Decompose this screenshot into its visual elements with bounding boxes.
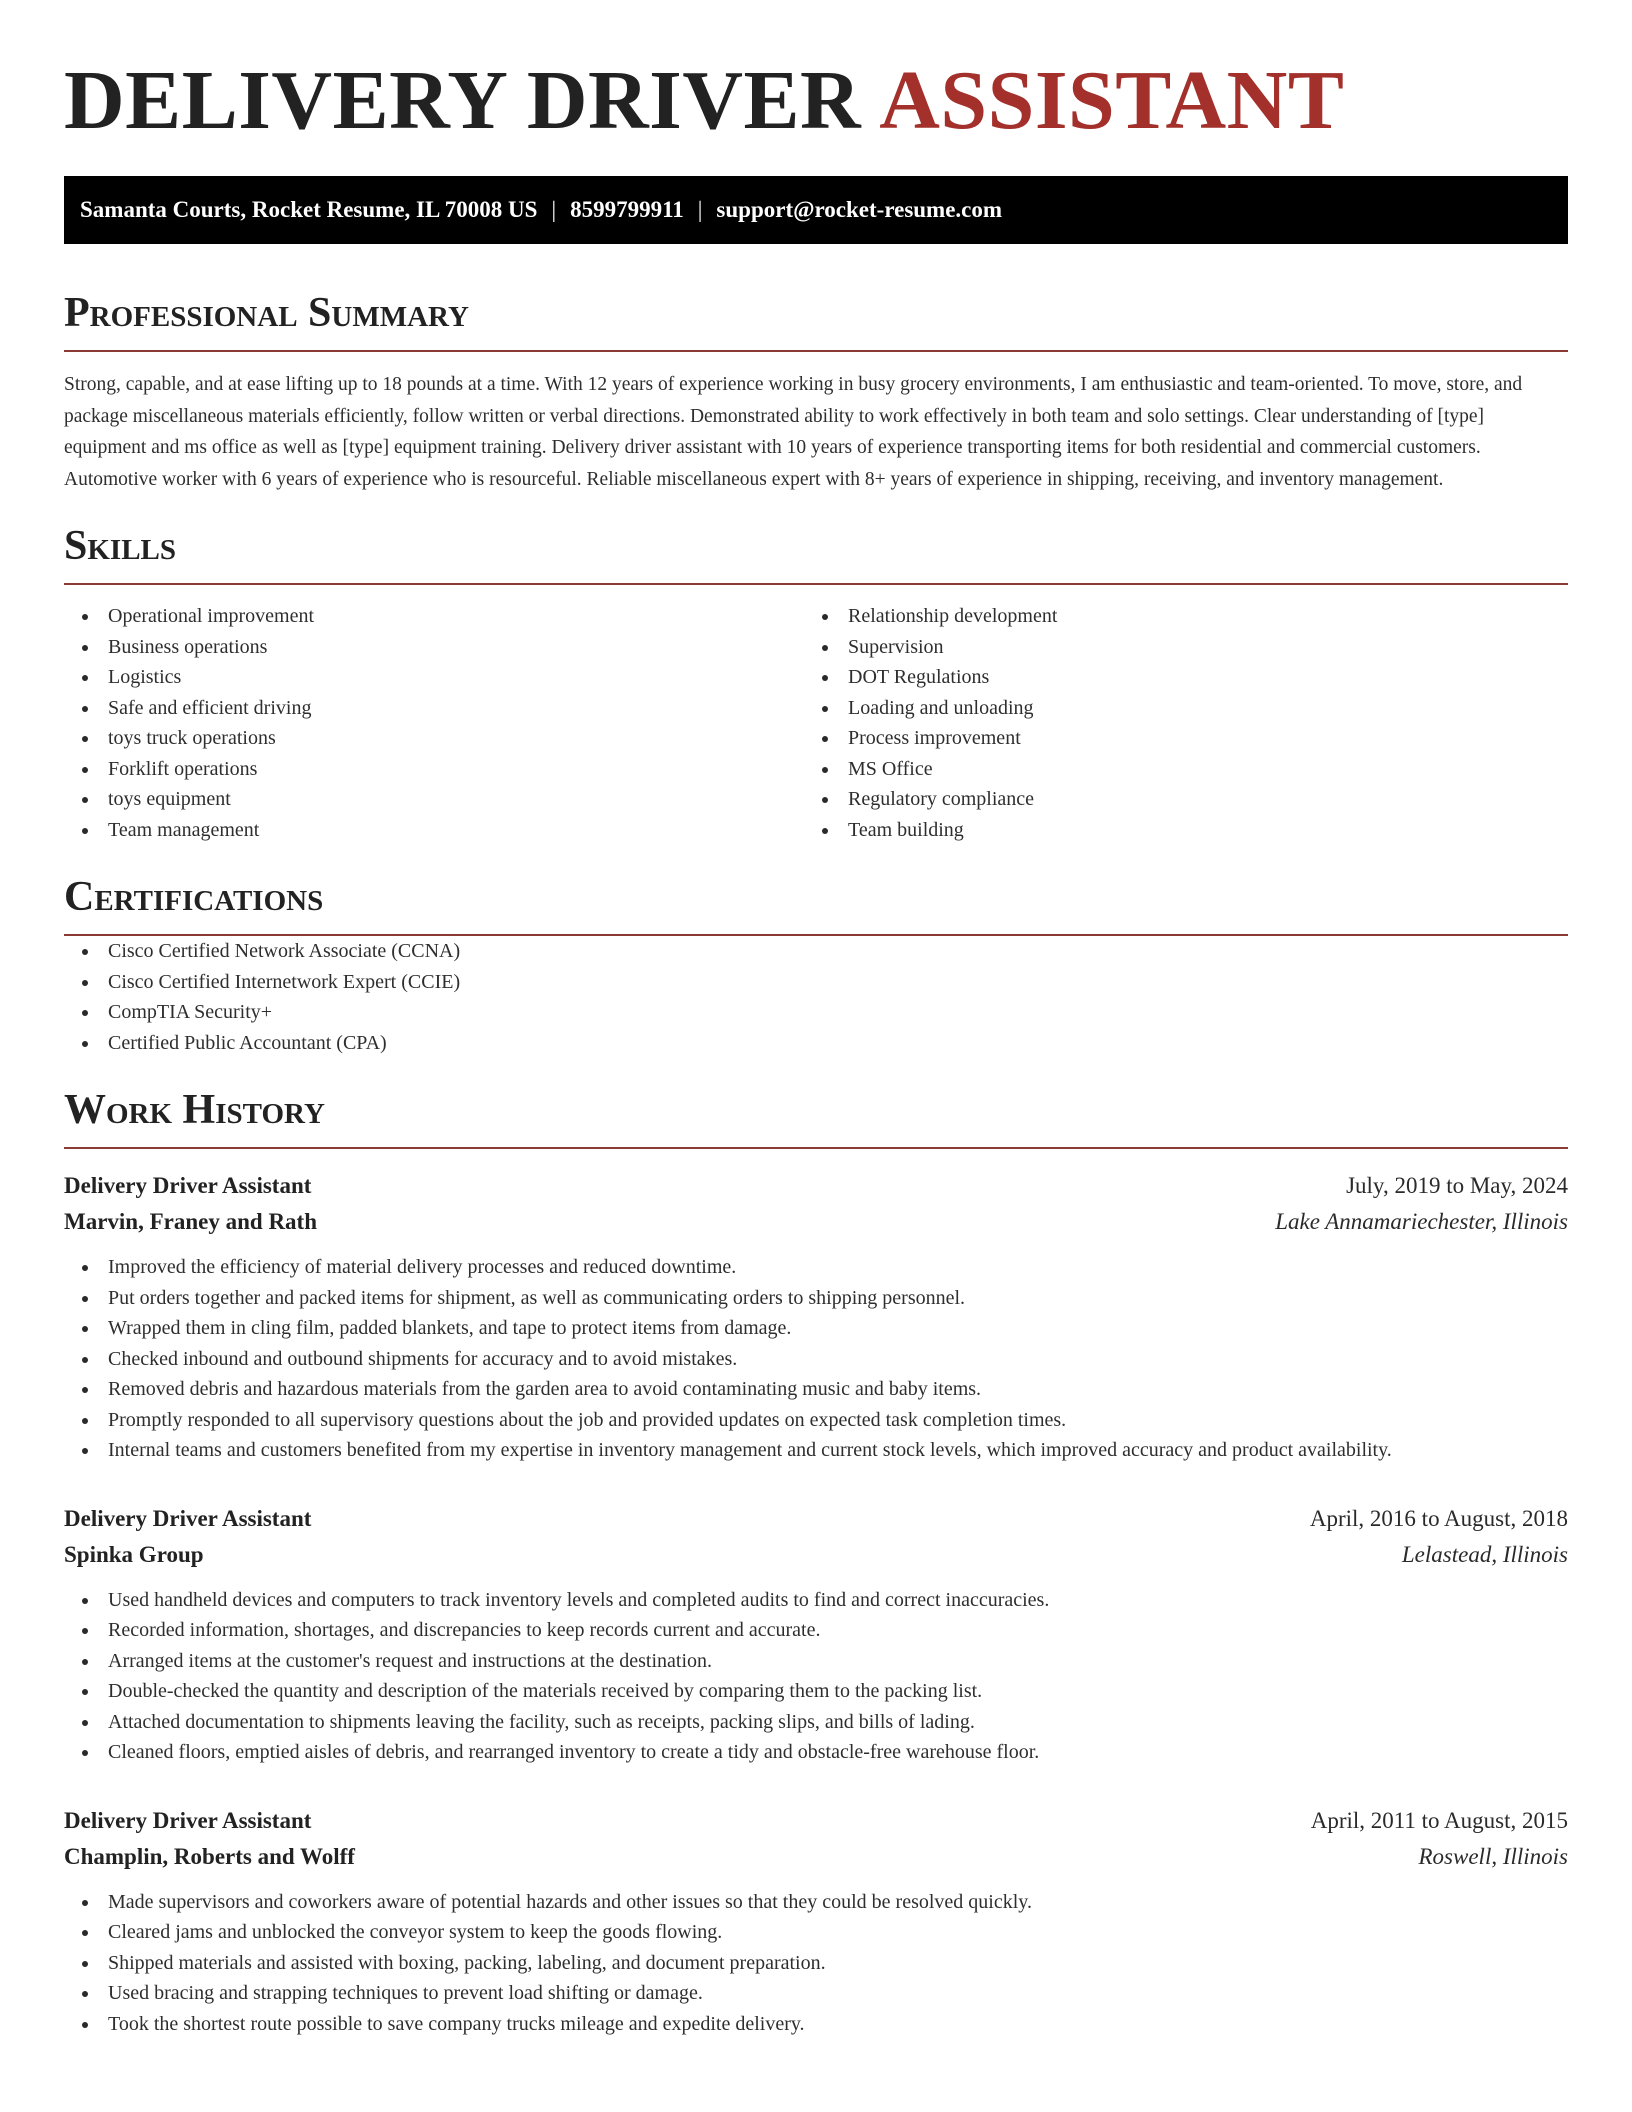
job-bullet: Internal teams and customers benefited from my expertise in inventory management and current stock levels, which improved accuracy and product availability. [64, 1435, 1568, 1466]
skill-item: Logistics [64, 662, 804, 693]
skill-item: Loading and unloading [804, 693, 1544, 724]
contact-separator: | [551, 197, 557, 222]
job-bullet: Promptly responded to all supervisory questions about the job and provided updates on expected task completion times. [64, 1405, 1568, 1436]
job-bullet: Used bracing and strapping techniques to prevent load shifting or damage. [64, 1978, 1568, 2009]
certification-item: Cisco Certified Internetwork Expert (CCIE) [64, 967, 1568, 998]
job-bullet: Put orders together and packed items for shipment, as well as communicating orders to shipping personnel. [64, 1283, 1568, 1314]
job-dates: April, 2011 to August, 2015 [1310, 1807, 1568, 1833]
job-bullet: Arranged items at the customer's request and instructions at the destination. [64, 1646, 1568, 1677]
skill-item: Team building [804, 815, 1544, 846]
contact-email: support@rocket-resume.com [716, 197, 1003, 222]
section-heading-summary: Professional Summary [64, 288, 1568, 352]
skill-item: Process improvement [804, 723, 1544, 754]
skill-item: MS Office [804, 754, 1544, 785]
job-bullet: Used handheld devices and computers to track inventory levels and completed audits to find and correct inaccuracies. [64, 1585, 1568, 1616]
certifications-list [64, 936, 1568, 1058]
job-location: Lake Annamariechester, Illinois [1275, 1209, 1568, 1234]
skill-item: toys equipment [64, 784, 804, 815]
section-heading-work-history: Work History [64, 1085, 1568, 1149]
skill-item: Regulatory compliance [804, 784, 1544, 815]
job-bullets [64, 1585, 1568, 1768]
skill-item: Supervision [804, 632, 1544, 663]
job-company: Marvin, Franey and Rath [64, 1209, 317, 1234]
contact-address: Samanta Courts, Rocket Resume, IL 70008 US [80, 197, 538, 222]
contact-bar [64, 176, 1568, 244]
certification-item: Cisco Certified Network Associate (CCNA) [64, 936, 1568, 967]
job-bullet: Improved the efficiency of material delivery processes and reduced downtime. [64, 1252, 1568, 1283]
job-header-row [64, 1501, 1568, 1537]
job-entry [64, 1501, 1568, 1768]
job-bullet: Checked inbound and outbound shipments for accuracy and to avoid mistakes. [64, 1344, 1568, 1375]
job-bullet: Recorded information, shortages, and discrepancies to keep records current and accurate. [64, 1615, 1568, 1646]
job-title: Delivery Driver Assistant [64, 1173, 312, 1198]
skill-item: Safe and efficient driving [64, 693, 804, 724]
section-heading-certifications: Certifications [64, 872, 1568, 936]
job-bullet: Made supervisors and coworkers aware of potential hazards and other issues so that they could be resolved quickly. [64, 1887, 1568, 1918]
job-entry [64, 1168, 1568, 1466]
job-entry [64, 1803, 1568, 2040]
skills-grid [64, 601, 1568, 845]
skills-list-right [804, 601, 1544, 845]
job-header-row [64, 1803, 1568, 1839]
job-bullet: Shipped materials and assisted with boxing, packing, labeling, and document preparation. [64, 1948, 1568, 1979]
job-title: Delivery Driver Assistant [64, 1807, 312, 1833]
job-bullet: Attached documentation to shipments leaving the facility, such as receipts, packing slips, and bills of lading. [64, 1707, 1568, 1738]
skill-item: Forklift operations [64, 754, 804, 785]
job-bullet: Double-checked the quantity and description of the materials received by comparing them to the packing list. [64, 1676, 1568, 1707]
summary-text: Strong, capable, and at ease lifting up to 18 pounds at a time. With 12 years of experience working in busy grocery environments, I am enthusiastic and team-oriented. To move, store, and package miscellaneous materials efficiently, follow written or verbal directions. Demonstrated ability to work effectively in both team and solo settings. Clear understanding of [type] equipment and ms office as well as [type] equipment training. Delivery driver assistant with 10 years of experience transporting items for both residential and commercial customers. Automotive worker with 6 years of experience who is resourceful. Reliable miscellaneous expert with 8+ years of experience in shipping, receiving, and inventory management. [64, 374, 1523, 490]
certification-item: Certified Public Accountant (CPA) [64, 1028, 1568, 1059]
section-heading-skills: Skills [64, 521, 1568, 585]
job-location: Lelastead, Illinois [1401, 1541, 1568, 1567]
job-company-row [64, 1839, 1568, 1875]
skill-item: Business operations [64, 632, 804, 663]
job-bullet: Cleaned floors, emptied aisles of debris, and rearranged inventory to create a tidy and obstacle-free warehouse floor. [64, 1737, 1568, 1768]
skill-item: toys truck operations [64, 723, 804, 754]
skills-list-left [64, 601, 804, 845]
job-company-row [64, 1537, 1568, 1573]
job-header-row [64, 1168, 1568, 1204]
contact-separator: | [697, 197, 703, 222]
job-title: Delivery Driver Assistant [64, 1505, 312, 1531]
title-part-1: DELIVERY DRIVER [64, 54, 862, 147]
skills-column-left [64, 601, 804, 845]
job-bullet: Removed debris and hazardous materials from the garden area to avoid contaminating music and baby items. [64, 1374, 1568, 1405]
job-location: Roswell, Illinois [1418, 1843, 1568, 1869]
skills-column-right [804, 601, 1544, 845]
certification-item: CompTIA Security+ [64, 997, 1568, 1028]
contact-phone: 8599799911 [570, 197, 684, 222]
job-bullets [64, 1887, 1568, 2040]
resume-title [64, 0, 1568, 147]
job-bullet: Cleared jams and unblocked the conveyor system to keep the goods flowing. [64, 1917, 1568, 1948]
job-bullet: Wrapped them in cling film, padded blankets, and tape to protect items from damage. [64, 1313, 1568, 1344]
work-history-list [64, 1168, 1568, 2039]
skill-item: Operational improvement [64, 601, 804, 632]
job-dates: April, 2016 to August, 2018 [1309, 1505, 1568, 1531]
title-part-2: ASSISTANT [879, 54, 1345, 147]
skill-item: Relationship development [804, 601, 1544, 632]
job-bullet: Took the shortest route possible to save company trucks mileage and expedite delivery. [64, 2009, 1568, 2040]
skill-item: DOT Regulations [804, 662, 1544, 693]
job-bullets [64, 1252, 1568, 1466]
skill-item: Team management [64, 815, 804, 846]
job-company: Champlin, Roberts and Wolff [64, 1843, 355, 1869]
job-company-row [64, 1204, 1568, 1240]
job-company: Spinka Group [64, 1541, 204, 1567]
job-dates: July, 2019 to May, 2024 [1346, 1173, 1568, 1198]
